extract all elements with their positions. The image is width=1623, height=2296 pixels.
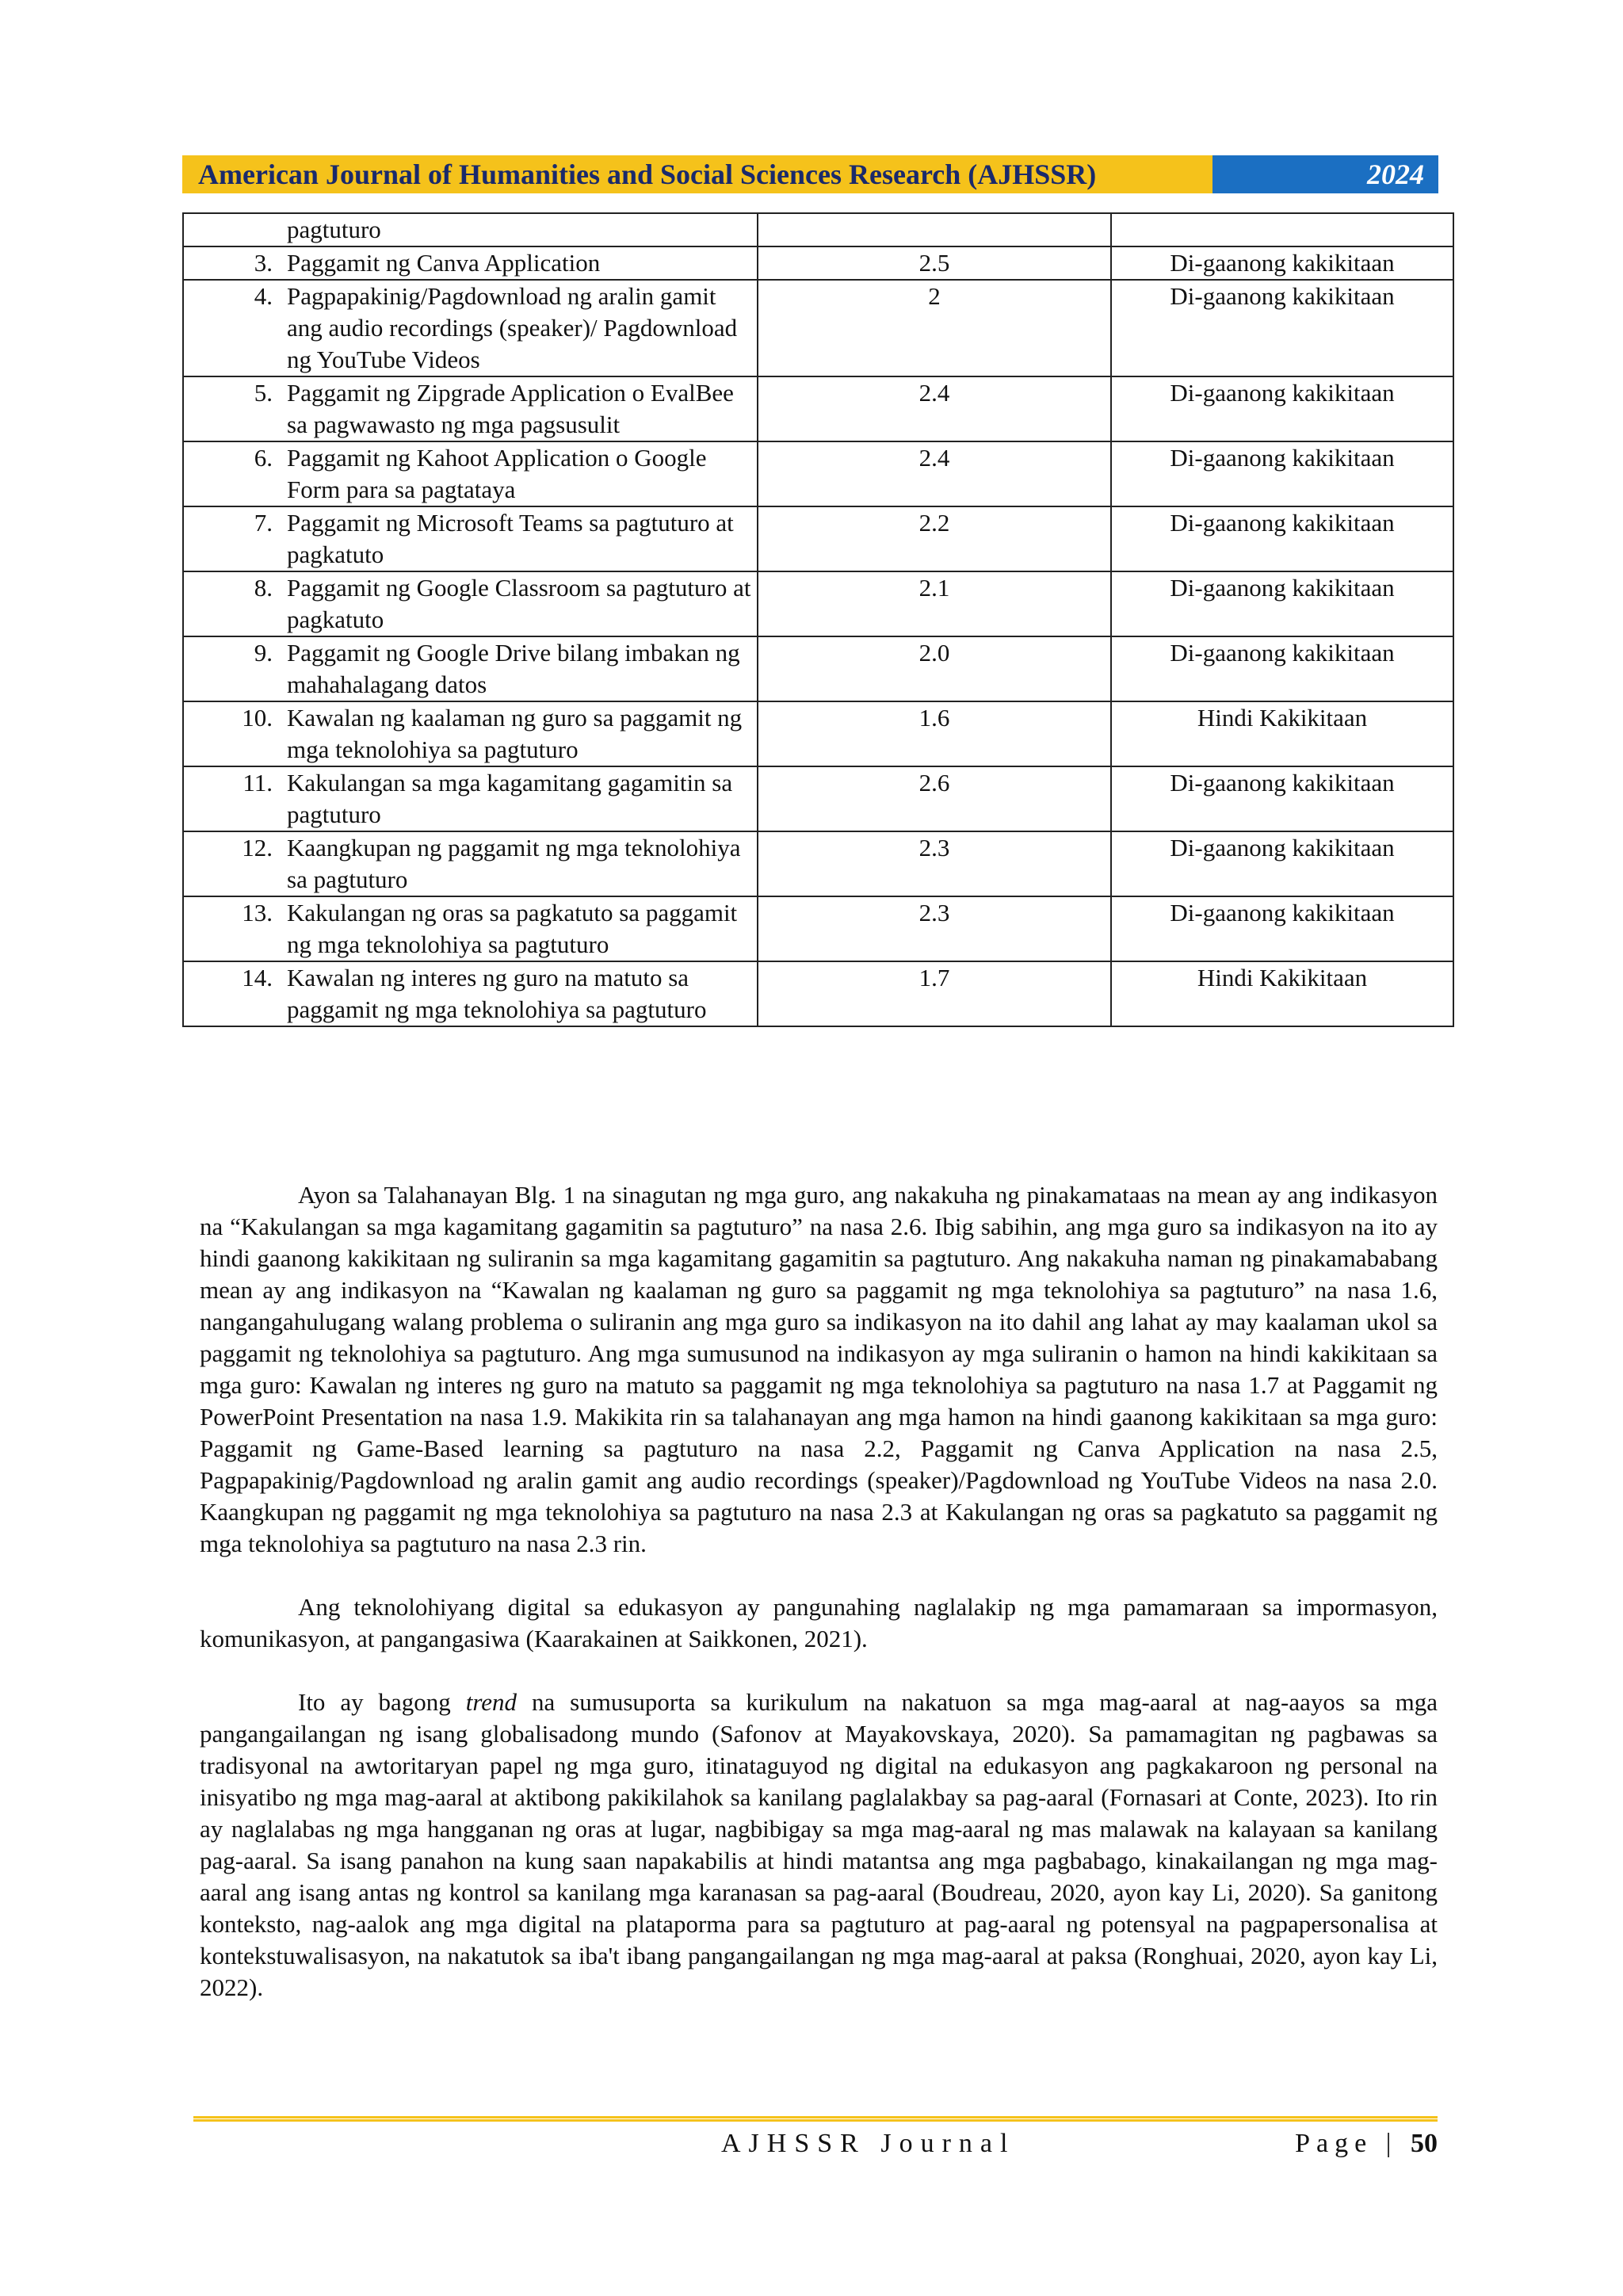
paragraph-analysis: Ayon sa Talahanayan Blg. 1 na sinagutan ng mga guro, ang nakakuha ng pinakamataas na mean ay ang indikasyon na “Kakulangan sa mga kagamitang gagamitin sa pagtuturo” na nasa 2.6. Ibig sabihin, ang mga guro sa indikasyon na ito ay hindi gaanong kakikitaan ng suliranin sa mga kagamitang gagamitin sa pagtuturo. Ang nakakuha naman ng pinakamababang mean ay ang indikasyon na “Kawalan ng kaalaman ng guro sa paggamit ng mga teknolohiya sa pagtuturo” na nasa 1.6, nangangahulugang walang problema o suliranin ang mga guro sa indikasyon na ito dahil ang lahat ay may kaalaman ukol sa paggamit ng teknolohiya sa pagtuturo. Ang mga sumusunod na indikasyon ay mga suliranin o hamon na hindi kakikitaan sa mga guro: Kawalan ng interes ng guro na matuto sa paggamit ng mga teknolohiya sa pagtuturo na nasa 1.7 at Paggamit ng PowerPoint Presentation na nasa 1.9. Makikita rin sa talahanayan ang mga hamon na hindi gaanong kakikitaan sa mga guro: Paggamit ng Game-Based learning sa pagtuturo na nasa 2.2, Paggamit ng Canva Application na nasa 2.5, Pagpapakinig/Pagdownload ng aralin gamit ang audio recordings (speaker)/Pagdownload ng YouTube Videos na nasa 2.0. Kaangkupan ng paggamit ng mga teknolohiya sa pagtuturo na nasa 2.3 at Kakulangan ng oras sa pagkatuto sa paggamit ng mga teknolohiya sa pagtuturo na nasa 2.3 rin. — [200, 1181, 1438, 1557]
indicator-number: 13. — [242, 899, 273, 926]
results-table-body — [183, 213, 1453, 1026]
indicator-cell — [183, 506, 758, 571]
interpretation-cell: Di-gaanong kakikitaan — [1111, 636, 1453, 701]
indicator-cell — [183, 636, 758, 701]
mean-cell: 2.2 — [758, 506, 1111, 571]
table-row — [183, 701, 1453, 766]
indicator-cell — [183, 571, 758, 636]
interpretation-cell: Di-gaanong kakikitaan — [1111, 506, 1453, 571]
indicator-cell — [183, 213, 758, 246]
mean-cell: 2.4 — [758, 376, 1111, 441]
indicator-cell — [183, 961, 758, 1026]
paragraph-trend-rest: na sumusuporta sa kurikulum na nakatuon sa mga mag-aaral at nag-aayos sa mga pangangailangan ng isang globalisadong mundo (Safonov at Mayakovskaya, 2020). Sa pamamagitan ng pagbawas sa tradisyonal na awtoritaryan papel ng mga guro, itinataguyod ng digital na edukasyon ang pagkakaroon ng personal na inisyatibo ng mga mag-aaral at aktibong pakikilahok sa kanilang paglalakbay sa pag-aaral (Fornasari at Conte, 2023). Ito rin ay naglalabas ng mga hangganan ng oras at lugar, nagbibigay sa mga mag-aaral ng mas malawak na kalayaan sa kanilang pag-aaral. Sa isang panahon na kung saan napakabilis at hindi matantsa ang mga pagbabago, kinakailangan ng mga mag-aaral ang isang antas ng kontrol sa kanilang mga karanasan sa pag-aaral (Boudreau, 2020, ayon kay Li, 2020). Sa ganitong konteksto, nag-aalok ang mga digital na plataporma para sa pagtuturo at pag-aaral ng potensyal na pagpapersonalisa at kontekstuwalisasyon, na nakatutok sa iba't ibang pangangailangan ng mga mag-aaral at paksa (Ronghuai, 2020, ayon kay Li, 2022). — [200, 1688, 1438, 2001]
interpretation-cell: Di-gaanong kakikitaan — [1111, 376, 1453, 441]
indicator-number: 8. — [254, 574, 273, 602]
mean-cell: 2.3 — [758, 896, 1111, 961]
indicator-number: 4. — [254, 282, 273, 310]
mean-cell: 2.6 — [758, 766, 1111, 831]
journal-year: 2024 — [1212, 155, 1438, 193]
journal-title: American Journal of Humanities and Social Sciences Research (AJHSSR) — [182, 155, 1212, 193]
mean-cell: 1.7 — [758, 961, 1111, 1026]
indicator-text: Kakulangan ng oras sa pagkatuto sa paggamit ng mga teknolohiya sa pagtuturo — [287, 899, 738, 958]
indicator-cell — [183, 701, 758, 766]
interpretation-cell: Di-gaanong kakikitaan — [1111, 280, 1453, 376]
indicator-text: Kakulangan sa mga kagamitang gagamitin sa pagtuturo — [287, 769, 733, 828]
table-row — [183, 961, 1453, 1026]
indicator-text: Paggamit ng Google Classroom sa pagtuturo at pagkatuto — [287, 574, 751, 633]
indicator-text: pagtuturo — [287, 216, 381, 243]
footer-rule — [193, 2116, 1438, 2122]
indicator-text: Pagpapakinig/Pagdownload ng aralin gamit ang audio recordings (speaker)/ Pagdownload ng YouTube Videos — [287, 282, 738, 373]
indicator-text: Kawalan ng interes ng guro na matuto sa paggamit ng mga teknolohiya sa pagtuturo — [287, 964, 707, 1023]
indicator-text: Kawalan ng kaalaman ng guro sa paggamit ng mga teknolohiya sa pagtuturo — [287, 704, 743, 763]
indicator-cell — [183, 896, 758, 961]
results-table — [182, 212, 1454, 1027]
table-row — [183, 896, 1453, 961]
indicator-text: Paggamit ng Microsoft Teams sa pagtuturo at pagkatuto — [287, 509, 734, 568]
table-row — [183, 246, 1453, 280]
mean-cell: 1.6 — [758, 701, 1111, 766]
indicator-text: Paggamit ng Kahoot Application o Google Form para sa pagtataya — [287, 444, 707, 503]
indicator-number: 7. — [254, 509, 273, 537]
indicator-text: Paggamit ng Google Drive bilang imbakan ng mahahalagang datos — [287, 639, 740, 698]
interpretation-cell: Di-gaanong kakikitaan — [1111, 766, 1453, 831]
indicator-number: 14. — [242, 964, 273, 991]
indicator-number: 5. — [254, 379, 273, 407]
interpretation-cell — [1111, 213, 1453, 246]
indicator-number: 3. — [254, 249, 273, 277]
mean-cell: 2 — [758, 280, 1111, 376]
table-row — [183, 636, 1453, 701]
indicator-cell — [183, 376, 758, 441]
indicator-number: 6. — [254, 444, 273, 472]
page-number: 50 — [1411, 2129, 1438, 2158]
mean-cell: 2.5 — [758, 246, 1111, 280]
table-row — [183, 766, 1453, 831]
indicator-cell — [183, 246, 758, 280]
interpretation-cell: Di-gaanong kakikitaan — [1111, 896, 1453, 961]
footer-page-number — [1295, 2129, 1438, 2159]
indicator-cell — [183, 280, 758, 376]
indicator-cell — [183, 766, 758, 831]
mean-cell: 2.4 — [758, 441, 1111, 506]
mean-cell: 2.0 — [758, 636, 1111, 701]
indicator-cell — [183, 441, 758, 506]
interpretation-cell: Di-gaanong kakikitaan — [1111, 571, 1453, 636]
table-row — [183, 441, 1453, 506]
indicator-number: 12. — [242, 834, 273, 861]
indicator-number — [184, 214, 287, 246]
journal-header — [182, 155, 1438, 193]
table-row — [183, 831, 1453, 896]
indicator-cell — [183, 831, 758, 896]
mean-cell: 2.1 — [758, 571, 1111, 636]
interpretation-cell: Hindi Kakikitaan — [1111, 701, 1453, 766]
paragraph-digital-tech: Ang teknolohiyang digital sa edukasyon ay pangunahing naglalakip ng mga pamamaraan sa impormasyon, komunikasyon, at pangangasiwa (Kaarakainen at Saikkonen, 2021). — [200, 1593, 1438, 1652]
interpretation-cell: Hindi Kakikitaan — [1111, 961, 1453, 1026]
paragraph-trend-start: Ito ay bagong — [298, 1688, 466, 1716]
table-row — [183, 506, 1453, 571]
paragraph-trend — [200, 1687, 1438, 2004]
indicator-number: 9. — [254, 639, 273, 667]
indicator-text: Paggamit ng Zipgrade Application o EvalBee sa pagwawasto ng mga pagsusulit — [287, 379, 734, 438]
table-row — [183, 280, 1453, 376]
indicator-text: Paggamit ng Canva Application — [287, 249, 601, 277]
page-label: Page | — [1295, 2129, 1398, 2158]
paragraph-trend-italic: trend — [465, 1688, 517, 1716]
interpretation-cell: Di-gaanong kakikitaan — [1111, 831, 1453, 896]
indicator-text: Kaangkupan ng paggamit ng mga teknolohiya sa pagtuturo — [287, 834, 741, 893]
body-text — [200, 1179, 1438, 2035]
mean-cell — [758, 213, 1111, 246]
indicator-number: 10. — [242, 704, 273, 732]
table-row — [183, 376, 1453, 441]
mean-cell: 2.3 — [758, 831, 1111, 896]
table-row — [183, 571, 1453, 636]
indicator-number: 11. — [242, 769, 273, 797]
interpretation-cell: Di-gaanong kakikitaan — [1111, 246, 1453, 280]
interpretation-cell: Di-gaanong kakikitaan — [1111, 441, 1453, 506]
footer-journal-name: AJHSSR Journal — [721, 2129, 1016, 2158]
table-row — [183, 213, 1453, 246]
